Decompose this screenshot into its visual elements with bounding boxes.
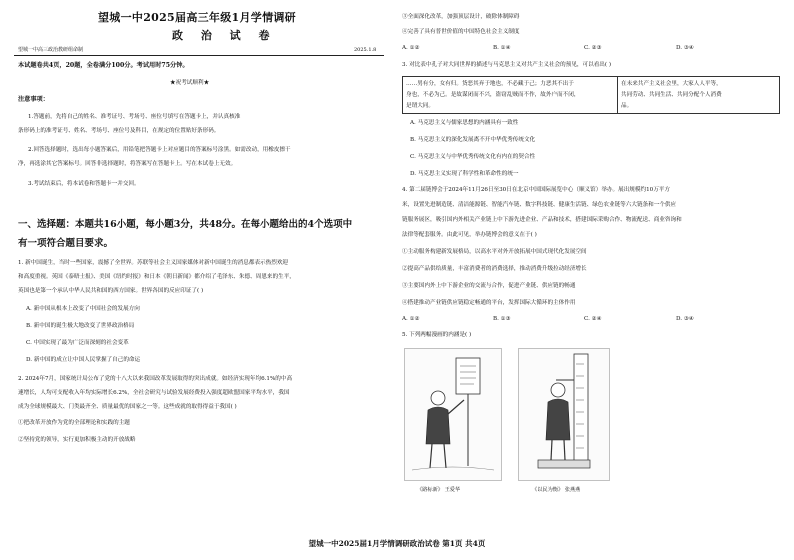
q4-option-c: C. ②④ [584, 316, 602, 322]
q1-stem-b: 和高度重视。英国《泰晤士报》、美国《纽约时报》和日本《朝日新闻》都介绍了毛泽东、朱德、周恩来的生平， [18, 274, 295, 280]
q4-stem-d: 法律等配套服务。由此可见，举办链博会的意义在于( ) [402, 232, 537, 238]
q1-option-c: C. 中国实现了最为广泛而深刻的社会变革 [26, 340, 129, 346]
wish-line: ★祝考试顺利★ [170, 80, 210, 86]
q4-stem-b: 米，设置先进制造链、清洁能源链、智能汽车链、数字科技链、健康生活链、绿色农业链等六大链条和一个供应 [402, 202, 677, 208]
table-right-line-a: 在未来共产主义社会里，大家人人平等， [621, 81, 722, 87]
q4-option-b: B. ①③ [493, 316, 511, 322]
cartoon-1-caption: 《路标新》 王爱华 [417, 487, 461, 493]
q2-stem-c: 成为全球规模最大、门类最齐全、质量最优的国家之一等。这些成就的取得得益于我国( ) [18, 404, 237, 410]
attention-title: 注意事项： [18, 96, 49, 103]
exam-subject: 政 治 试 卷 [172, 29, 277, 42]
q4-stem-c: 链服务展区，吸引国内外相关产业链上中下游先进企业、产品和技术，搭建国际采购合作、物流配送、商业咨询和 [402, 217, 682, 223]
q1-stem-a: 1. 新中国诞生，当时一些国家，震撼了全世界。苏联等社会主义国家媒体对新中国诞生的消息都表示热烈欢迎 [18, 260, 289, 266]
exam-title: 望城一中2025届高三年级1月学情调研 [98, 11, 296, 24]
q2-option-a: A. ①② [402, 45, 420, 51]
q3-comparison-table [402, 76, 780, 114]
q3-option-c: C. 马克思主义与中华优秀传统文化有内在的契合性 [410, 154, 536, 160]
attention-item-2b: 净，再选涂其它答案标号。回答非选择题时，将答案写在答题卡上。写在本试卷上无效。 [18, 161, 237, 167]
q4-statement-2: ②提高产品供给质量，丰富消费者的消费选择，推动消费升级拉动经济增长 [402, 266, 587, 272]
header-rule [14, 55, 384, 56]
q2-statement-3: ③全面深化改革，加强顶层设计，破除体制障碍 [402, 14, 520, 20]
q5-stem: 5. 下列两幅漫画的内涵是( ) [402, 332, 472, 338]
q4-statement-4: ④搭建推动产业链供应链稳定畅通的平台，发挥国际大循环的主体作用 [402, 300, 576, 306]
q1-stem-c: 英国也是第一个承认中华人民共和国的西方国家。世界各国的反应印证了( ) [18, 288, 204, 294]
q4-statement-3: ③主要国内外上中下游企业的交流与合作，促进产业链、供应链的畅通 [402, 283, 576, 289]
q4-option-d: D. ③④ [676, 316, 694, 322]
q3-option-b: B. 马克思主义的深化发展离不开中华优秀传统文化 [410, 137, 536, 143]
q2-statement-4: ④完善了具有普世价值的中国特色社会主义制度 [402, 29, 520, 35]
q1-option-d: D. 新中国的成立让中国人民掌握了自己的命运 [26, 357, 141, 363]
section1-heading-a: 一、选择题：本题共16小题，每小题3分，共48分。在每小题给出的4个选项中 [18, 219, 353, 230]
q4-option-a: A. ①② [402, 316, 420, 322]
attention-item-3: 3.考试结束后，将本试卷和答题卡一并交回。 [28, 181, 140, 187]
table-left-line-a: ……男有分，女有归。货恶其弃于地也，不必藏于己；力恶其不出于 [406, 81, 574, 87]
cartoon-scale-image [518, 348, 610, 481]
q1-option-b: B. 新中国的诞生极大地改变了世界政治格局 [26, 323, 135, 329]
cartoon-2-caption: 《以民为衡》 张燕燕 [532, 487, 581, 493]
table-divider [617, 77, 618, 113]
exam-date: 2025.1.8 [354, 47, 377, 53]
cartoon-signpost-image [404, 348, 502, 481]
q2-option-c: C. ②③ [584, 45, 602, 51]
section1-heading-b: 有一项符合题目要求。 [18, 238, 114, 249]
attention-item-2a: 2.回答选择题时，选出每小题答案后，用铅笔把答题卡上对应题目的答案标号涂黑。如需改动，用橡皮擦干 [28, 147, 291, 153]
q2-option-d: D. ③④ [676, 45, 694, 51]
q4-statement-1: ①主动服务构建新发展格局，以高水平对外开放拓展中国式现代化发展空间 [402, 249, 587, 255]
table-left-line-c: 是谓大同。 [406, 103, 434, 109]
q2-statement-1: ①把改革开放作为党的全部理论和实践的主题 [18, 420, 130, 426]
attention-item-1b: 条形码上的准考证号、姓名、考场号、座位号及科目，在规定的位置贴好条形码。 [18, 128, 220, 134]
q1-option-a: A. 新中国从根本上改变了中国社会的发展方向 [26, 306, 140, 312]
q2-statement-2: ②坚持党的领导，实行更加积极主动的开放战略 [18, 437, 136, 443]
q2-option-b: B. ①④ [493, 45, 511, 51]
q3-option-a: A. 马克思主义与儒家思想的内涵具有一致性 [410, 120, 519, 126]
table-right-line-c: 品。 [621, 103, 633, 109]
page-footer: 望城一中2025届1月学情调研政治试卷 第1页 共4页 [308, 539, 486, 548]
attention-item-1a: 1.答题前，先将自己的姓名、准考证号、考场号、座位号填写在答题卡上，并认真核准 [28, 114, 241, 120]
q2-stem-a: 2. 2024年7月，国家统计局公布了党的十八大以来我国改革发展取得的突出成就。如经济实现年均6.1%的中高 [18, 376, 293, 382]
q3-stem: 3. 对比表中孔子对大同世界的描述与马克思主义对共产主义社会的预见，可以看出( ) [402, 62, 612, 68]
table-left-line-b: 身也，不必为己。是故谋闭而不兴，盗窃乱贼而不作，故外户而不闭， [406, 92, 580, 98]
q2-stem-b: 速增长，人均可支配收入年均实际增长6.2%，全社会研究与试验发展经费投入强度超欧盟国家平均水平，我国 [18, 390, 290, 396]
q3-option-d: D. 马克思主义实现了科学性和革命性的统一 [410, 171, 519, 177]
notice-line: 本试题卷共4页，20题，全卷满分100分。考试用时75分钟。 [18, 62, 189, 69]
compiler-org: 望城一中高三政治教研组命制 [18, 47, 84, 53]
q4-stem-a: 4. 第二届链博会于2024年11月26日至30日在北京中国国际展览中心（顺义馆）举办。展出规模约10万平方 [402, 187, 670, 193]
table-right-line-b: 共同劳动、共同生活、共同分配个人消费 [621, 92, 722, 98]
